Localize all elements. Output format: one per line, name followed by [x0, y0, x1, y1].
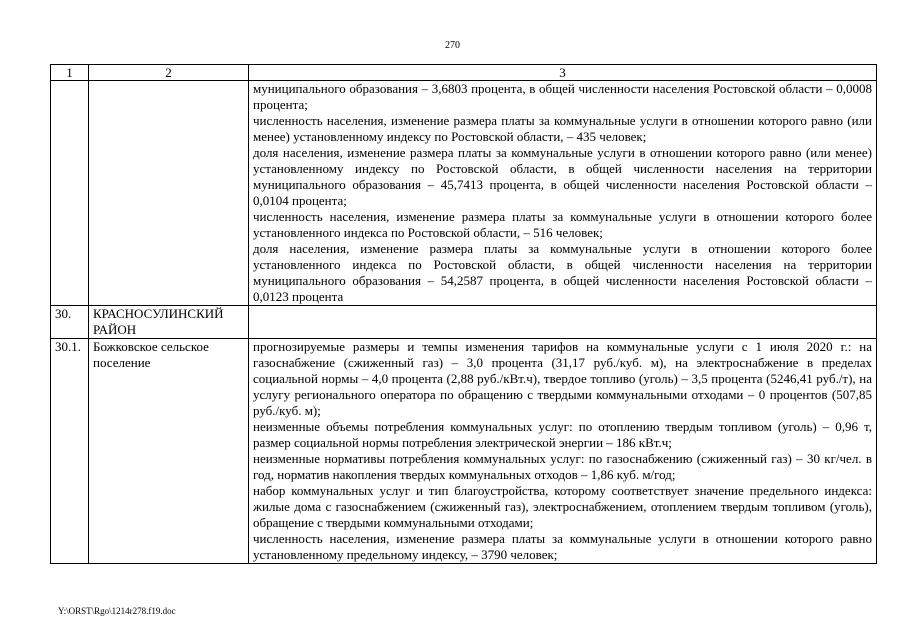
document-table — [50, 64, 877, 564]
page-number: 270 — [445, 40, 460, 51]
content-paragraph: доля населения, изменение размера платы за коммунальные услуги в отношении которого равно (или менее) установленному индексу по Ростовской области, в общей численности населения на территории муниципального образования – 45,7413 процента, в общей численности населения Ростовской области – 0,0104 процента; — [253, 145, 872, 208]
content-paragraph: численность населения, изменение размера платы за коммунальные услуги в отношении которого равно установленному предельному индексу, – 3790 человек; — [253, 531, 872, 562]
table-header-row — [51, 65, 877, 81]
content-paragraph: численность населения, изменение размера платы за коммунальные услуги в отношении которого более установленного индекса по Ростовской области, – 516 человек; — [253, 209, 872, 240]
footer-file-path: Y:\ORST\Rgo\1214r278.f19.doc — [58, 606, 176, 616]
table-row — [51, 339, 877, 564]
row-content — [249, 81, 877, 306]
row-content — [249, 306, 877, 339]
content-paragraph: неизменные объемы потребления коммунальных услуг: по отоплению твердым топливом (уголь) – 0,96 т, размер социальной нормы потребления электрической энергии – 186 кВт.ч; — [253, 419, 872, 450]
header-col-1: 1 — [51, 65, 89, 81]
row-number: 30. — [51, 306, 89, 339]
row-name: Божковское сельское поселение — [89, 339, 249, 564]
header-col-2: 2 — [89, 65, 249, 81]
content-paragraph: прогнозируемые размеры и темпы изменения тарифов на коммунальные услуги с 1 июля 2020 г.: на газоснабжение (сжиженный газ) – 3,0 процента (31,17 руб./куб. м), на электроснабжение в пределах социальной нормы – 4,0 процента (2,88 руб./кВт.ч), твердое топливо (уголь) – 3,5 процента (5246,41 руб./т), на услугу регионального оператора по обращению с твердыми коммунальными отходами – 0 процентов (507,85 руб./куб. м); — [253, 339, 872, 418]
row-number — [51, 81, 89, 306]
content-paragraph: набор коммунальных услуг и тип благоустройства, которому соответствует значение предельного индекса: жилые дома с газоснабжением (сжиженный газ), электроснабжением, отоплением твердым топливом (уголь), обращение с твердыми коммунальными отходами; — [253, 483, 872, 530]
row-name — [89, 81, 249, 306]
content-paragraph: муниципального образования – 3,6803 процента, в общей численности населения Ростовской области – 0,0008 процента; — [253, 81, 872, 112]
content-paragraph: неизменные нормативы потребления коммунальных услуг: по газоснабжению (сжиженный газ) – 30 кг/чел. в год, норматив накопления твердых коммунальных отходов – 1,86 куб. м/год; — [253, 451, 872, 482]
table-row — [51, 81, 877, 306]
row-content — [249, 339, 877, 564]
table-row — [51, 306, 877, 339]
header-col-3: 3 — [249, 65, 877, 81]
row-name: КРАСНОСУЛИНСКИЙ РАЙОН — [89, 306, 249, 339]
row-number: 30.1. — [51, 339, 89, 564]
content-paragraph: доля населения, изменение размера платы за коммунальные услуги в отношении которого более установленного индекса по Ростовской области, в общей численности населения на территории муниципального образования – 54,2587 процента, в общей численности населения Ростовской области – 0,0123 процента — [253, 241, 872, 304]
content-paragraph: численность населения, изменение размера платы за коммунальные услуги в отношении которого равно (или менее) установленному индексу по Ростовской области, – 435 человек; — [253, 113, 872, 144]
